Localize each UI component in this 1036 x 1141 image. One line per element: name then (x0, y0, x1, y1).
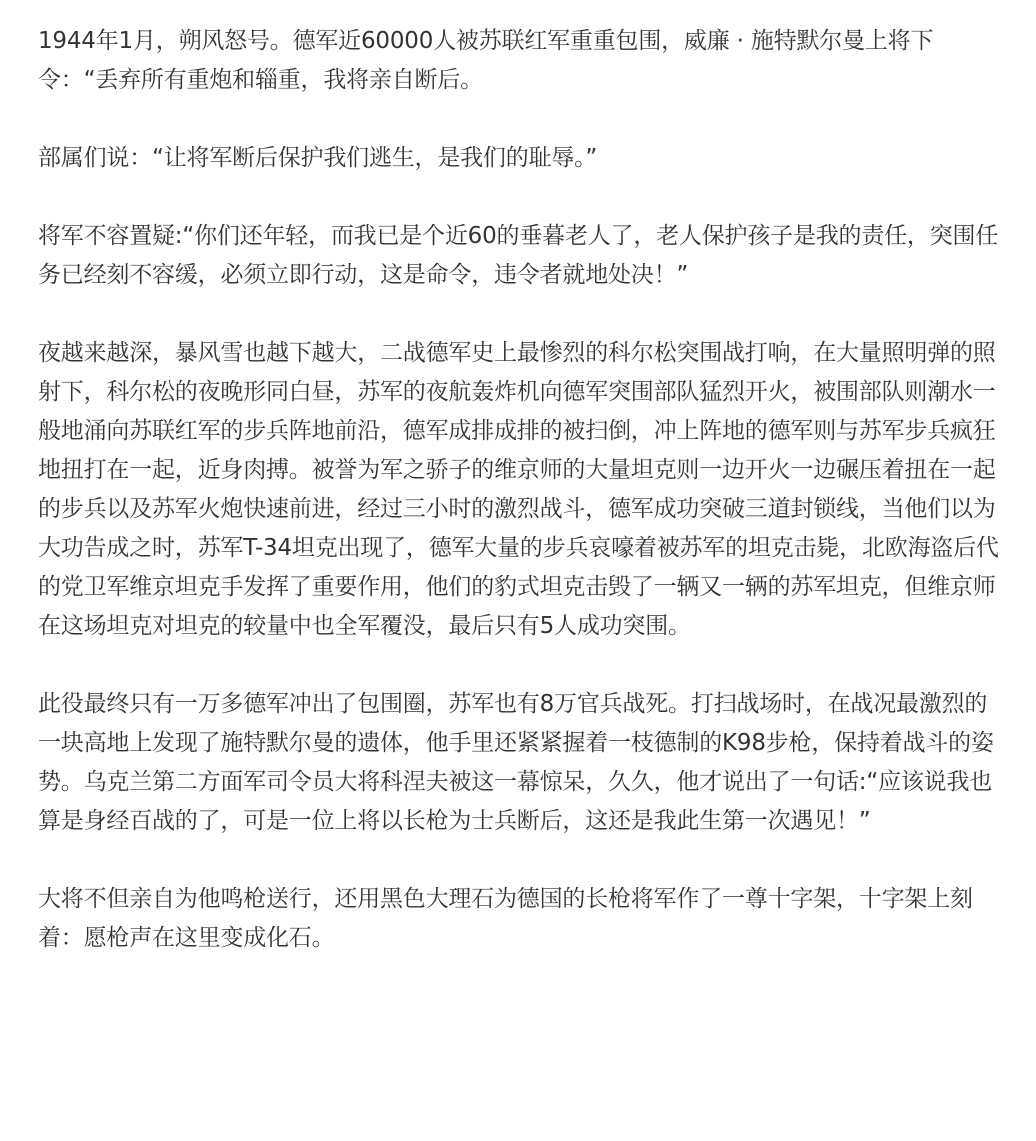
paragraph-6: 大将不但亲自为他鸣枪送行，还用黑色大理石为德国的长枪将军作了一尊十字架，十字架上刻着：愿枪声在这里变成化石。 (38, 886, 973, 951)
paragraph-4: 夜越来越深，暴风雪也越下越大，二战德军史上最惨烈的科尔松突围战打响，在大量照明弹的照射下，科尔松的夜晚形同白昼，苏军的夜航轰炸机向德军突围部队猛烈开火，被围部队则潮水一般地涌向苏联红军的步兵阵地前沿，德军成排成排的被扫倒，冲上阵地的德军则与苏军步兵疯狂地扭打在一起，近身肉搏。被誉为军之骄子的维京师的大量坦克则一边开火一边碾压着扭在一起的步兵以及苏军火炮快速前进，经过三小时的激烈战斗，德军成功突破三道封锁线，当他们以为大功告成之时，苏军T-34坦克出现了，德军大量的步兵哀嚎着被苏军的坦克击毙，北欧海盗后代的党卫军维京坦克手发挥了重要作用，他们的豹式坦克击毁了一辆又一辆的苏军坦克，但维京师在这场坦克对坦克的较量中也全军覆没，最后只有5人成功突围。 (38, 340, 999, 639)
paragraph-5: 此役最终只有一万多德军冲出了包围圈，苏军也有8万官兵战死。打扫战场时，在战况最激烈的一块高地上发现了施特默尔曼的遗体，他手里还紧紧握着一枝德制的K98步枪，保持着战斗的姿势。乌克兰第二方面军司令员大将科涅夫被这一幕惊呆，久久，他才说出了一句话:“应该说我也算是身经百战的了，可是一位上将以长枪为士兵断后，这还是我此生第一次遇见！” (38, 691, 994, 834)
paragraph-1: 1944年1月，朔风怒号。德军近60000人被苏联红军重重包围，威廉 · 施特默尔曼上将下令：“丢弃所有重炮和辎重，我将亲自断后。 (38, 28, 934, 93)
paragraph-2: 部属们说：“让将军断后保护我们逃生，是我们的耻辱。” (38, 145, 598, 171)
paragraph-3: 将军不容置疑:“你们还年轻，而我已是个近60的垂暮老人了，老人保护孩子是我的责任，突围任务已经刻不容缓，必须立即行动，这是命令，违令者就地处决！” (38, 223, 999, 288)
